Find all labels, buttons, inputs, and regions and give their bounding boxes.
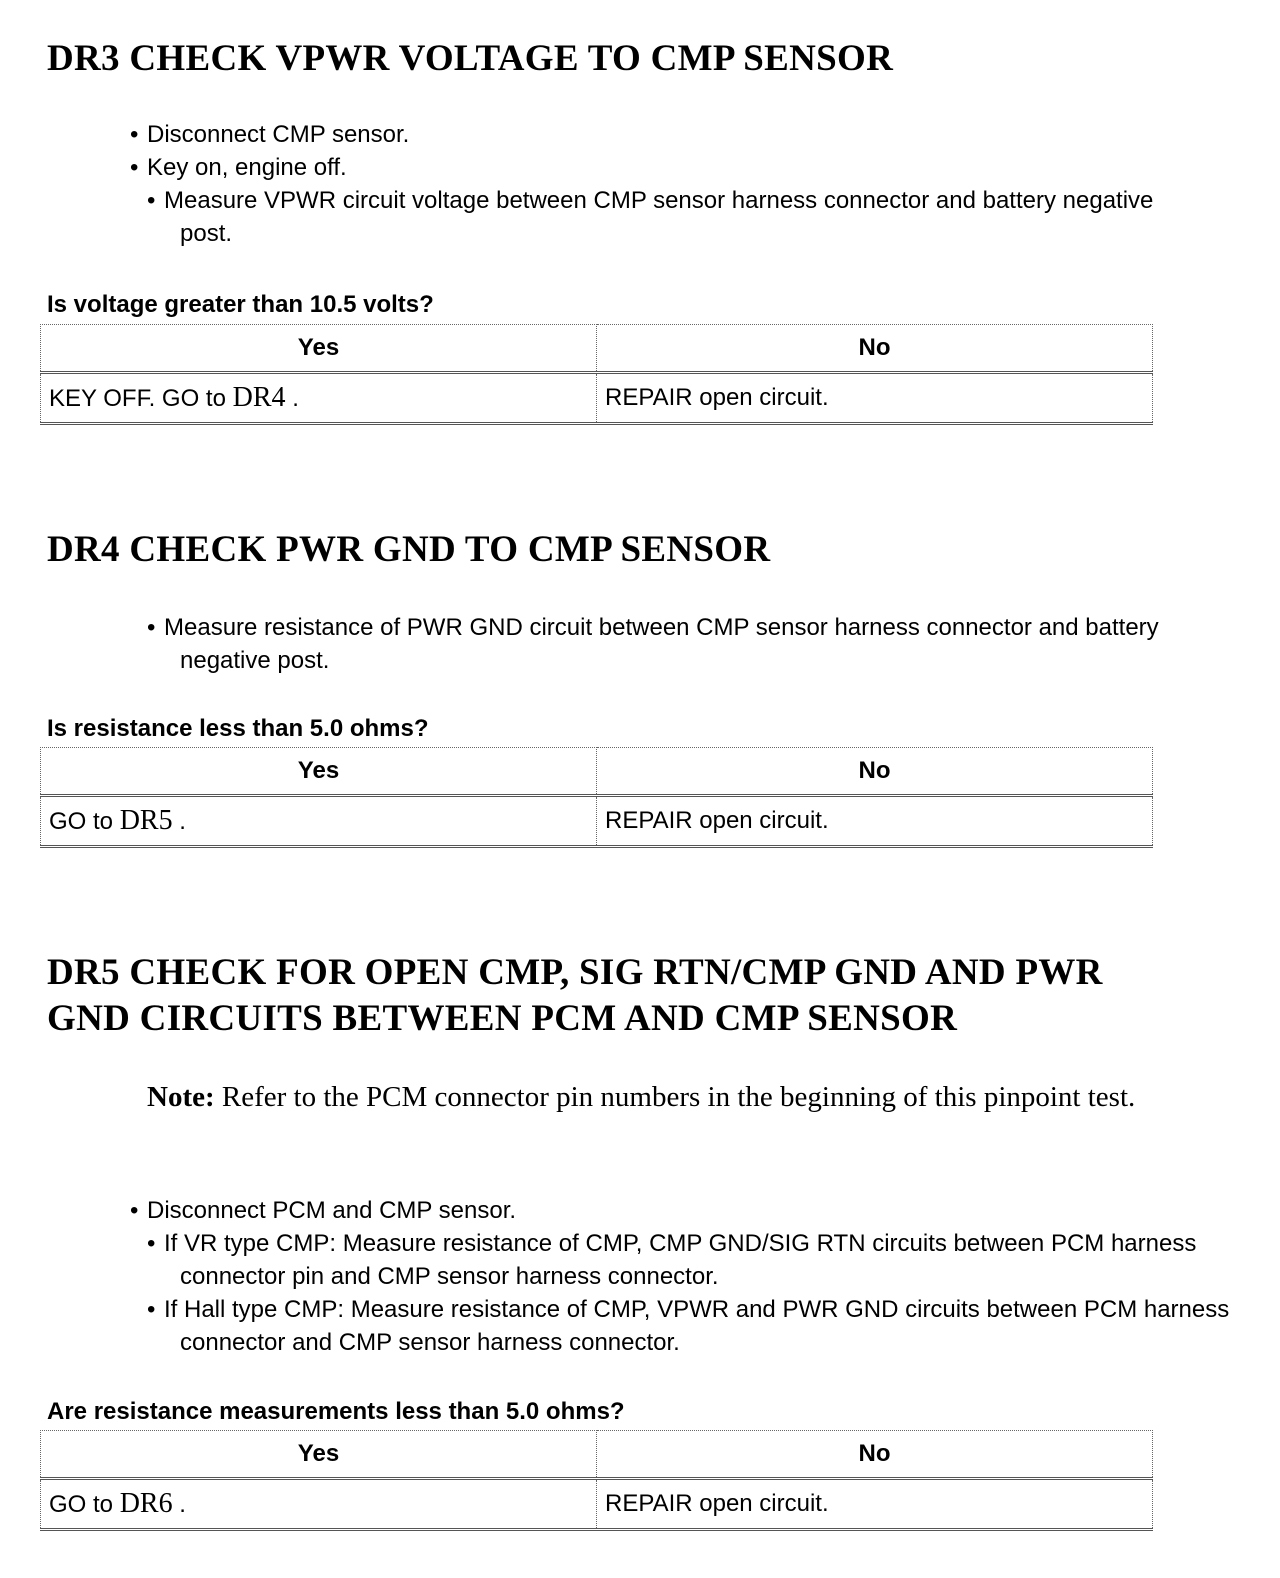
dr4-title: DR4 CHECK PWR GND TO CMP SENSOR (47, 529, 771, 570)
dr3-answer-table (40, 324, 1153, 425)
yes-header: Yes (41, 1431, 597, 1479)
dr5-note (147, 1078, 1227, 1116)
no-header: No (597, 325, 1153, 373)
note-text: Refer to the PCM connector pin numbers in the beginning of this pinpoint test. (214, 1081, 1136, 1113)
goto-dr4-link[interactable]: DR4 (232, 382, 286, 413)
no-header: No (597, 748, 1153, 796)
dr3-question: Is voltage greater than 10.5 volts? (47, 291, 434, 318)
dr5-question: Are resistance measurements less than 5.0 ohms? (47, 1398, 625, 1425)
yes-header: Yes (41, 325, 597, 373)
list-item: • If Hall type CMP: Measure resistance of CMP, VPWR and PWR GND circuits between PCM harness connector and CMP sensor harness connector. (130, 1293, 1240, 1359)
dr5-title (47, 950, 1103, 1042)
dr4-steps (130, 611, 1215, 677)
list-item: • Disconnect CMP sensor. (130, 118, 1190, 151)
yes-action: GO to DR5 . (41, 796, 597, 847)
list-item: • Disconnect PCM and CMP sensor. (130, 1194, 1240, 1227)
list-item: • Measure resistance of PWR GND circuit between CMP sensor harness connector and battery negative post. (130, 611, 1215, 677)
dr5-answer-table (40, 1430, 1153, 1531)
yes-header: Yes (41, 748, 597, 796)
list-item: • If VR type CMP: Measure resistance of CMP, CMP GND/SIG RTN circuits between PCM harness connector pin and CMP sensor harness connector. (130, 1227, 1240, 1293)
list-item: • Key on, engine off. (130, 151, 1190, 184)
goto-dr6-link[interactable]: DR6 (119, 1488, 173, 1519)
dr5-title-line1: DR5 CHECK FOR OPEN CMP, SIG RTN/CMP GND AND PWR (47, 952, 1103, 993)
dr3-steps (130, 118, 1190, 250)
dr5-title-line2: GND CIRCUITS BETWEEN PCM AND CMP SENSOR (47, 998, 958, 1039)
no-action: REPAIR open circuit. (597, 796, 1153, 847)
goto-dr5-link[interactable]: DR5 (119, 805, 173, 836)
no-action: REPAIR open circuit. (597, 373, 1153, 424)
list-item: • Measure VPWR circuit voltage between CMP sensor harness connector and battery negative post. (130, 184, 1190, 250)
note-label: Note: (147, 1081, 215, 1113)
dr5-steps (130, 1194, 1240, 1359)
yes-action: KEY OFF. GO to DR4 . (41, 373, 597, 424)
dr4-answer-table (40, 747, 1153, 848)
no-header: No (597, 1431, 1153, 1479)
dr3-title: DR3 CHECK VPWR VOLTAGE TO CMP SENSOR (47, 38, 894, 79)
no-action: REPAIR open circuit. (597, 1479, 1153, 1530)
dr4-question: Is resistance less than 5.0 ohms? (47, 715, 429, 742)
yes-action: GO to DR6 . (41, 1479, 597, 1530)
